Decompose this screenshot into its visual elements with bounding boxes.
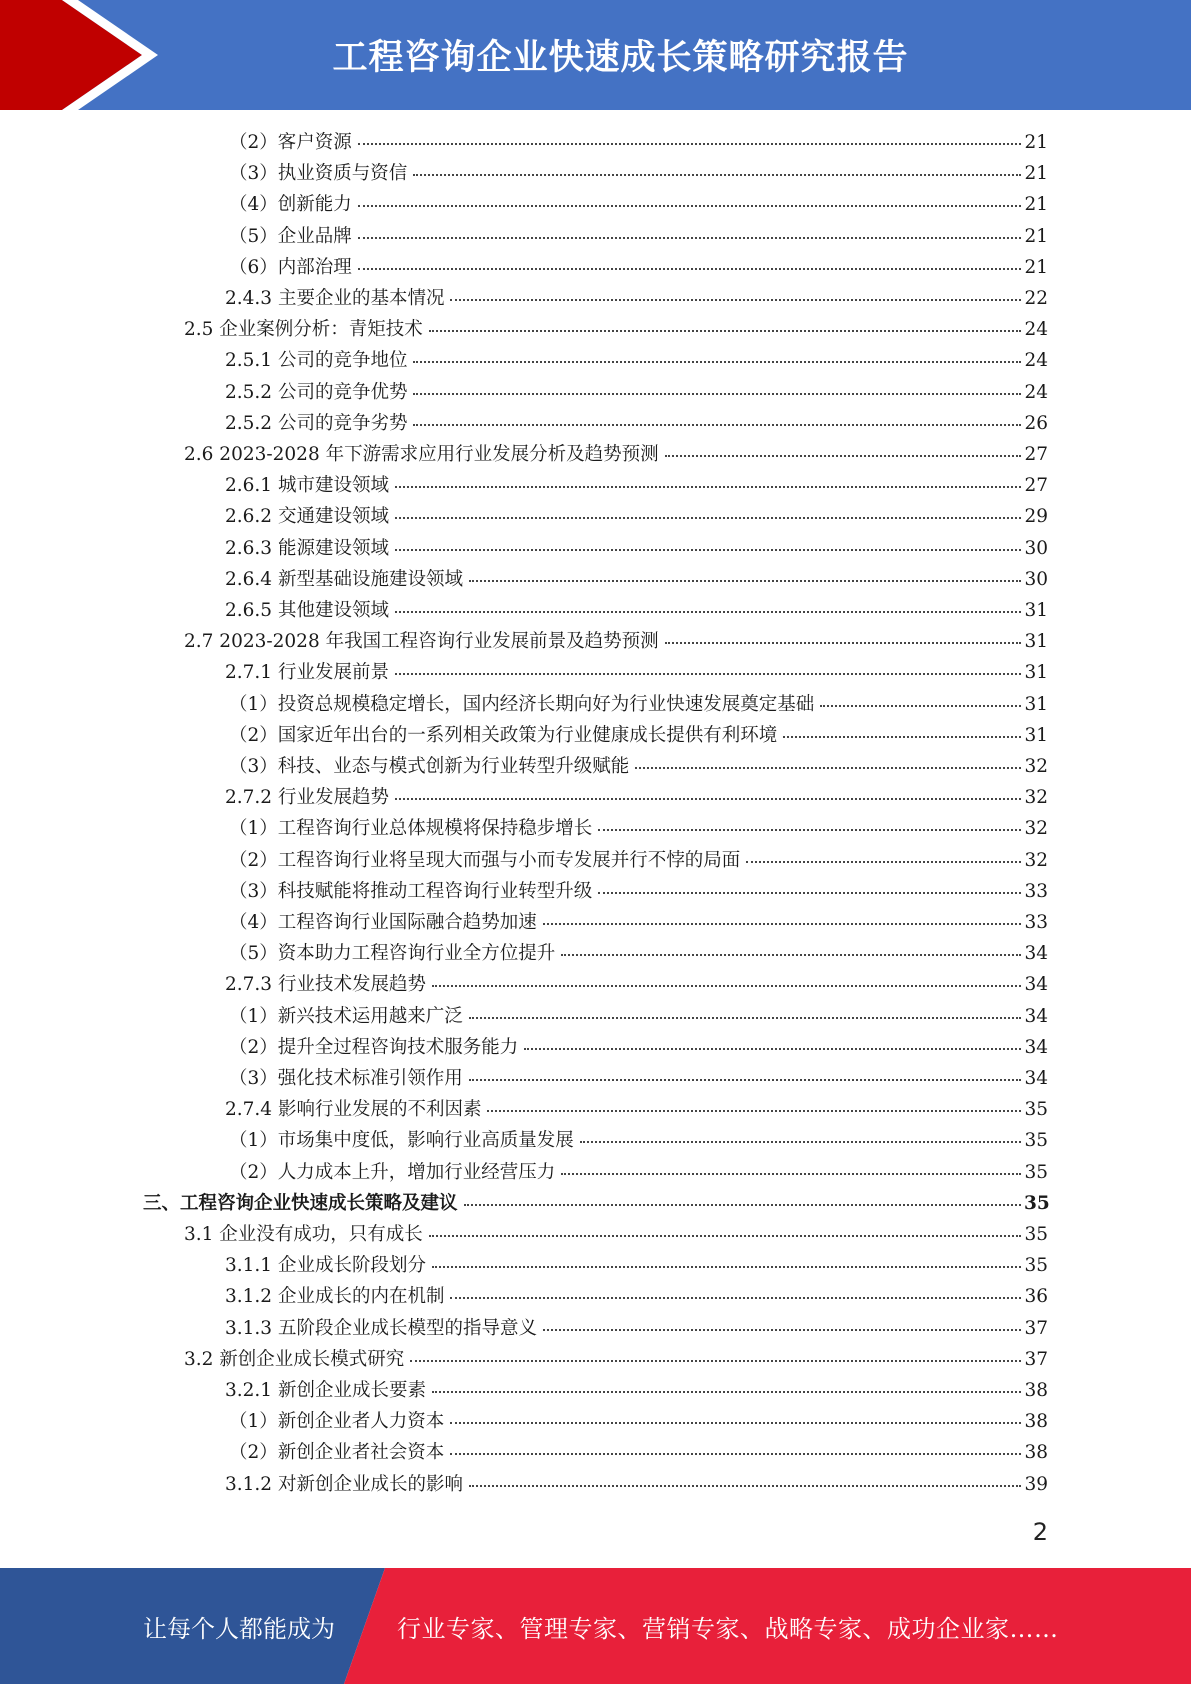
- toc-entry-label: （2）客户资源: [229, 132, 352, 153]
- toc-entry-label: （2）人力成本上升，增加行业经营压力: [229, 1161, 556, 1183]
- toc-entry[interactable]: [225, 969, 1048, 1000]
- toc-entry-label: 三、工程咨询企业快速成长策略及建议: [143, 1192, 458, 1214]
- toc-entry-label: （6）内部治理: [229, 256, 352, 278]
- toc-leader-dots: [524, 1047, 1021, 1050]
- toc-entry-page: 35: [1024, 1224, 1048, 1245]
- toc-entry[interactable]: [225, 564, 1048, 595]
- toc-entry-label: 3.1.1 企业成长阶段划分: [225, 1255, 426, 1277]
- toc-entry[interactable]: [225, 1281, 1048, 1312]
- toc-leader-dots: [432, 984, 1021, 987]
- toc-entry[interactable]: [225, 501, 1048, 532]
- toc-entry-page: 24: [1024, 350, 1048, 372]
- toc-entry-page: 31: [1024, 662, 1048, 684]
- toc-entry-page: 32: [1024, 756, 1048, 777]
- toc-entry-label: （2）提升全过程咨询技术服务能力: [229, 1036, 519, 1058]
- toc-leader-dots: [580, 1140, 1021, 1143]
- toc-entry-label: （1）工程咨询行业总体规模将保持稳步增长: [229, 818, 593, 840]
- toc-entry[interactable]: [225, 1094, 1048, 1125]
- toc-entry-label: 2.6 2023-2028 年下游需求应用行业发展分析及趋势预测: [184, 444, 659, 465]
- toc-entry-page: 34: [1024, 1068, 1048, 1089]
- toc-entry-page: 31: [1024, 693, 1048, 715]
- toc-entry-label: 2.7.3 行业技术发展趋势: [225, 974, 426, 996]
- toc-entry-label: （1）投资总规模稳定增长，国内经济长期向好为行业快速发展奠定基础: [229, 693, 815, 715]
- toc-leader-dots: [413, 423, 1021, 426]
- toc-leader-dots: [413, 173, 1021, 176]
- toc-leader-dots: [469, 1078, 1021, 1081]
- toc-leader-dots: [598, 828, 1021, 831]
- toc-entry[interactable]: [184, 439, 1048, 470]
- toc-entry-label: （3）科技、业态与模式创新为行业转型升级赋能: [229, 756, 630, 777]
- toc-entry[interactable]: [225, 533, 1048, 564]
- toc-leader-dots: [450, 298, 1021, 301]
- toc-entry-page: 38: [1024, 1442, 1048, 1464]
- toc-leader-dots: [665, 454, 1021, 457]
- toc-entry[interactable]: [229, 907, 1048, 938]
- toc-entry[interactable]: [229, 845, 1048, 876]
- toc-entry-page: 27: [1024, 444, 1048, 465]
- toc-entry-label: 2.7.2 行业发展趋势: [225, 787, 389, 809]
- toc-leader-dots: [469, 1016, 1021, 1019]
- toc-entry-label: 2.6.3 能源建设领域: [225, 537, 389, 559]
- footer-slogan-left: 让每个人都能成为: [143, 1614, 335, 1643]
- toc-entry-label: 2.7 2023-2028 年我国工程咨询行业发展前景及趋势预测: [184, 631, 659, 653]
- toc-leader-dots: [429, 329, 1021, 332]
- toc-leader-dots: [561, 953, 1021, 956]
- toc-entry-page: 31: [1024, 600, 1048, 621]
- toc-entry-page: 29: [1024, 506, 1048, 528]
- toc-leader-dots: [450, 1296, 1021, 1299]
- toc-leader-dots: [395, 610, 1021, 613]
- toc-leader-dots: [413, 392, 1021, 395]
- toc-entry-label: （5）资本助力工程咨询行业全方位提升: [229, 943, 556, 965]
- toc-leader-dots: [413, 360, 1021, 363]
- toc-entry[interactable]: [225, 782, 1048, 813]
- toc-entry-label: 3.1.3 五阶段企业成长模型的指导意义: [225, 1317, 537, 1339]
- toc-entry-page: 38: [1024, 1411, 1048, 1433]
- toc-entry-page: 37: [1024, 1317, 1048, 1339]
- toc-entry[interactable]: [225, 377, 1048, 408]
- toc-entry-label: （2）新创企业者社会资本: [229, 1442, 445, 1464]
- toc-entry[interactable]: [229, 1125, 1048, 1156]
- toc-leader-dots: [746, 860, 1021, 863]
- toc-entry-page: 32: [1024, 818, 1048, 840]
- toc-entry-page: 31: [1024, 631, 1048, 653]
- toc-entry-label: 2.7.1 行业发展前景: [225, 662, 389, 684]
- toc-leader-dots: [487, 1109, 1021, 1112]
- toc-entry[interactable]: [184, 1219, 1048, 1250]
- toc-entry-page: 34: [1024, 974, 1048, 996]
- toc-leader-dots: [358, 267, 1021, 270]
- toc-entry[interactable]: [229, 1406, 1048, 1437]
- toc-entry-page: 35: [1024, 1255, 1048, 1277]
- toc-entry-page: 31: [1024, 724, 1048, 746]
- toc-entry[interactable]: [229, 876, 1048, 907]
- toc-entry[interactable]: [229, 127, 1048, 158]
- toc-entry-page: 34: [1024, 1005, 1048, 1027]
- toc-entry-page: 35: [1024, 1099, 1048, 1121]
- toc-entry-label: 2.6.1 城市建设领域: [225, 475, 389, 497]
- toc-leader-dots: [450, 1452, 1021, 1455]
- toc-entry[interactable]: [225, 345, 1048, 376]
- toc-entry[interactable]: [225, 1313, 1048, 1344]
- footer-slogan-right: 行业专家、管理专家、营销专家、战略专家、成功企业家……: [397, 1614, 1059, 1643]
- toc-leader-dots: [395, 672, 1021, 675]
- toc-entry-label: （2）工程咨询行业将呈现大而强与小而专发展并行不悖的局面: [229, 849, 741, 871]
- toc-entry-label: 3.2.1 新创企业成长要素: [225, 1380, 426, 1401]
- toc-entry-label: 2.4.3 主要企业的基本情况: [225, 288, 445, 309]
- toc-entry[interactable]: [229, 252, 1048, 283]
- toc-leader-dots: [543, 1328, 1021, 1331]
- toc-entry[interactable]: [229, 1032, 1048, 1063]
- toc-entry-label: （3）强化技术标准引领作用: [229, 1068, 463, 1089]
- toc-entry[interactable]: [225, 408, 1048, 439]
- toc-entry[interactable]: [225, 470, 1048, 501]
- toc-entry[interactable]: [225, 283, 1048, 314]
- toc-leader-dots: [358, 236, 1021, 239]
- toc-entry-label: 2.5.2 公司的竞争优势: [225, 381, 408, 403]
- toc-leader-dots: [429, 1234, 1021, 1237]
- toc-entry-page: 35: [1024, 1161, 1048, 1183]
- toc-entry[interactable]: [184, 1344, 1048, 1375]
- toc-leader-dots: [635, 766, 1021, 769]
- toc-entry-label: （3）科技赋能将推动工程咨询行业转型升级: [229, 880, 593, 902]
- toc-leader-dots: [464, 1203, 1021, 1206]
- toc-entry-label: （4）创新能力: [229, 194, 352, 216]
- toc-entry-label: （4）工程咨询行业国际融合趋势加速: [229, 912, 537, 933]
- toc-leader-dots: [395, 485, 1021, 488]
- page-footer: [0, 1568, 1191, 1684]
- toc-entry-page: 33: [1024, 880, 1048, 902]
- toc-entry-page: 34: [1024, 1036, 1048, 1058]
- toc-entry[interactable]: [229, 1001, 1048, 1032]
- toc-leader-dots: [469, 1484, 1021, 1487]
- toc-entry-page: 36: [1024, 1286, 1048, 1308]
- toc-entry[interactable]: [184, 626, 1048, 657]
- toc-entry-page: 26: [1024, 412, 1048, 434]
- toc-entry[interactable]: [225, 657, 1048, 688]
- toc-entry-label: 3.1.2 对新创企业成长的影响: [225, 1473, 463, 1495]
- toc-entry-label: 3.1 企业没有成功，只有成长: [184, 1224, 423, 1245]
- toc-entry-page: 21: [1024, 163, 1048, 185]
- toc-leader-dots: [450, 1421, 1021, 1424]
- toc-leader-dots: [561, 1172, 1021, 1175]
- toc-entry-label: （1）新创企业者人力资本: [229, 1411, 445, 1433]
- toc-leader-dots: [432, 1390, 1021, 1393]
- toc-entry[interactable]: [184, 314, 1048, 345]
- toc-entry[interactable]: [229, 1437, 1048, 1468]
- toc-leader-dots: [469, 579, 1021, 582]
- toc-entry-page: 35: [1024, 1192, 1050, 1214]
- toc-leader-dots: [395, 797, 1021, 800]
- toc-entry[interactable]: [229, 1157, 1048, 1188]
- toc-entry-label: 2.6.2 交通建设领域: [225, 506, 389, 528]
- toc-leader-dots: [358, 204, 1021, 207]
- toc-entry-page: 37: [1024, 1348, 1048, 1370]
- report-title: 工程咨询企业快速成长策略研究报告: [332, 38, 909, 78]
- toc-entry[interactable]: [225, 1375, 1048, 1406]
- toc-entry[interactable]: [229, 938, 1048, 969]
- toc-entry-label: 2.6.4 新型基础设施建设领域: [225, 568, 463, 590]
- toc-entry[interactable]: [225, 595, 1048, 626]
- toc-leader-dots: [820, 704, 1021, 707]
- toc-entry-label: 2.5.2 公司的竞争劣势: [225, 412, 408, 434]
- toc-entry-label: 2.6.5 其他建设领域: [225, 600, 389, 621]
- page-header: [0, 0, 1191, 110]
- toc-entry-page: 33: [1024, 912, 1048, 933]
- toc-entry-label: （1）新兴技术运用越来广泛: [229, 1005, 463, 1027]
- toc-entry-label: （1）市场集中度低，影响行业高质量发展: [229, 1130, 574, 1152]
- toc-entry[interactable]: [229, 1063, 1048, 1094]
- toc-entry[interactable]: [225, 1469, 1048, 1500]
- toc-entry[interactable]: [229, 720, 1048, 751]
- toc-entry-page: 32: [1024, 787, 1048, 809]
- toc-leader-dots: [432, 1265, 1021, 1268]
- toc-leader-dots: [665, 641, 1021, 644]
- toc-entry[interactable]: [225, 1250, 1048, 1281]
- toc-entry[interactable]: [229, 813, 1048, 844]
- toc-entry-label: （2）国家近年出台的一系列相关政策为行业健康成长提供有利环境: [229, 724, 778, 746]
- toc-entry-page: 24: [1024, 381, 1048, 403]
- toc-entry-label: 2.7.4 影响行业发展的不利因素: [225, 1099, 482, 1121]
- toc-leader-dots: [783, 735, 1021, 738]
- toc-leader-dots: [598, 891, 1021, 894]
- toc-entry[interactable]: [229, 221, 1048, 252]
- toc-leader-dots: [395, 548, 1021, 551]
- toc-entry-page: 21: [1024, 225, 1048, 247]
- toc-entry[interactable]: [229, 689, 1048, 720]
- toc-entry-page: 34: [1024, 943, 1048, 965]
- toc-entry-page: 21: [1024, 132, 1048, 153]
- toc-entry-page: 22: [1024, 288, 1048, 309]
- toc-entry-label: （3）执业资质与资信: [229, 163, 408, 185]
- toc-leader-dots: [395, 516, 1021, 519]
- toc-entry[interactable]: [229, 158, 1048, 189]
- toc-entry-page: 32: [1024, 849, 1048, 871]
- toc-entry-page: 30: [1024, 568, 1048, 590]
- toc-entry-page: 39: [1024, 1473, 1048, 1495]
- toc-entry-label: 3.1.2 企业成长的内在机制: [225, 1286, 445, 1308]
- toc-entry-label: 2.5.1 公司的竞争地位: [225, 350, 408, 372]
- toc-entry[interactable]: [143, 1188, 1048, 1219]
- toc-entry-page: 24: [1024, 319, 1048, 341]
- toc-entry[interactable]: [229, 189, 1048, 220]
- toc-entry-page: 30: [1024, 537, 1048, 559]
- toc-leader-dots: [358, 142, 1021, 145]
- toc-entry-page: 21: [1024, 256, 1048, 278]
- toc-entry-label: 3.2 新创企业成长模式研究: [184, 1348, 405, 1370]
- page-number: 2: [1032, 1518, 1048, 1546]
- toc-leader-dots: [410, 1359, 1021, 1362]
- toc-leader-dots: [543, 922, 1021, 925]
- toc-entry[interactable]: [229, 751, 1048, 782]
- toc-entry-page: 21: [1024, 194, 1048, 216]
- toc-entry-label: （5）企业品牌: [229, 225, 352, 247]
- toc-entry-page: 27: [1024, 475, 1048, 497]
- toc-entry-label: 2.5 企业案例分析：青矩技术: [184, 319, 423, 341]
- toc-entry-page: 38: [1024, 1380, 1048, 1401]
- toc-entry-page: 35: [1024, 1130, 1048, 1152]
